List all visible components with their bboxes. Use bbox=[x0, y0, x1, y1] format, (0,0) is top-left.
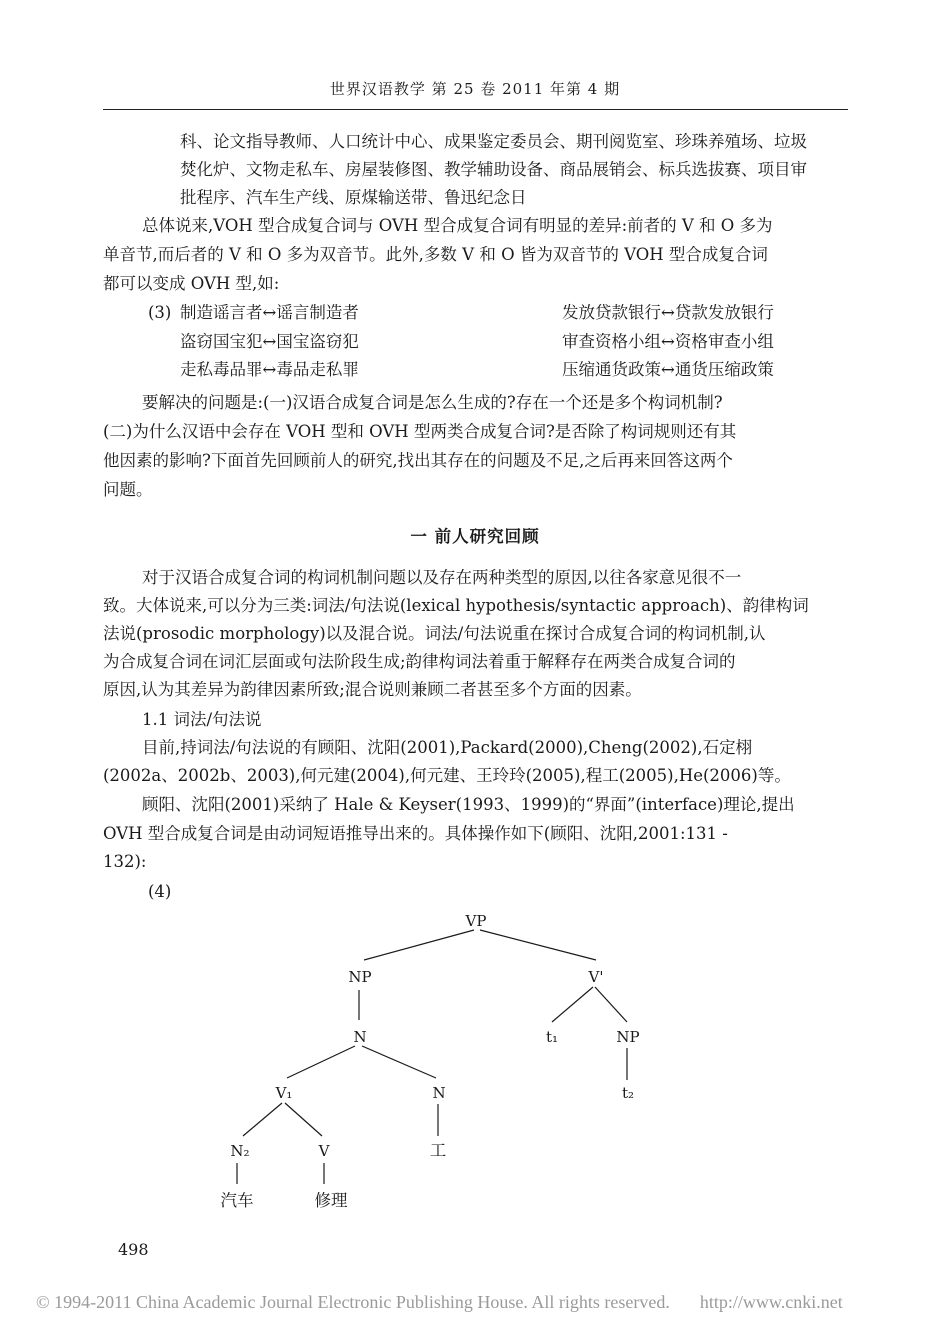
guyang-line: 顾阳、沈阳(2001)采纳了 Hale & Keyser(1993、1999)的“界面”(interface)理论,提出 bbox=[142, 795, 795, 814]
holders-line: (2002a、2002b、2003),何元建(2004),何元建、王玲玲(2005),程工(2005),He(2006)等。 bbox=[103, 766, 791, 785]
intro-line: 科、论文指导教师、人口统计中心、成果鉴定委员会、期刊阅览室、珍珠养殖场、垃圾 bbox=[180, 132, 807, 151]
tree-node-vbar: V' bbox=[588, 968, 604, 986]
tree-leaf-gong: 工 bbox=[429, 1141, 447, 1160]
tree-node-n-right: N bbox=[432, 1084, 446, 1102]
section-title: 一 前人研究回顾 bbox=[410, 527, 540, 546]
review-line: 原因,认为其差异为韵律因素所致;混合说则兼顾二者甚至多个方面的因素。 bbox=[103, 680, 642, 699]
summary-line: 单音节,而后者的 V 和 O 多为双音节。此外,多数 V 和 O 皆为双音节的 VOH 型合成复合词 bbox=[103, 245, 768, 264]
page-number: 498 bbox=[118, 1240, 149, 1259]
question-line: 要解决的问题是:(一)汉语合成复合词是怎么生成的?存在一个还是多个构词机制? bbox=[142, 393, 723, 412]
tree-node-np: NP bbox=[348, 968, 372, 986]
footer-url[interactable]: http://www.cnki.net bbox=[699, 1292, 843, 1312]
intro-line: 焚化炉、文物走私车、房屋装修图、教学辅助设备、商品展销会、标兵选拔赛、项目审 bbox=[180, 160, 807, 179]
running-header: 世界汉语教学 第 25 卷 2011 年第 4 期 bbox=[329, 80, 621, 98]
summary-line: 总体说来,VOH 型合成复合词与 OVH 型合成复合词有明显的差异:前者的 V 和 O 多为 bbox=[142, 216, 773, 235]
edge-v1-v bbox=[285, 1103, 322, 1136]
copyright-text: © 1994-2011 China Academic Journal Electronic Publishing House. All rights reserved. bbox=[36, 1292, 670, 1312]
subsection-title: 1.1 词法/句法说 bbox=[142, 710, 262, 729]
tree-leaf-qiche: 汽车 bbox=[220, 1191, 254, 1210]
tree-node-n: N bbox=[353, 1028, 367, 1046]
holders-line: 目前,持词法/句法说的有顾阳、沈阳(2001),Packard(2000),Cheng(2002),石定栩 bbox=[142, 738, 753, 757]
summary-line: 都可以变成 OVH 型,如: bbox=[103, 274, 280, 293]
tree-node-n2: N₂ bbox=[230, 1142, 250, 1160]
guyang-line: 132): bbox=[103, 852, 147, 871]
review-line: 致。大体说来,可以分为三类:词法/句法说(lexical hypothesis/syntactic approach)、韵律构词 bbox=[103, 596, 809, 615]
tree-node-t2: t₂ bbox=[621, 1084, 635, 1102]
example-3-right-item: 审查资格小组↔资格审查小组 bbox=[562, 332, 774, 351]
edge-vbar-np bbox=[595, 987, 627, 1022]
example-3-label: (3) bbox=[148, 303, 172, 322]
tree-node-v: V bbox=[318, 1142, 330, 1160]
tree-leaf-xiuli: 修理 bbox=[314, 1191, 348, 1210]
review-line: 法说(prosodic morphology)以及混合说。词法/句法说重在探讨合成复合词的构词机制,认 bbox=[103, 624, 766, 643]
intro-line: 批程序、汽车生产线、原煤输送带、鲁迅纪念日 bbox=[180, 188, 527, 207]
guyang-line: OVH 型合成复合词是由动词短语推导出来的。具体操作如下(顾阳、沈阳,2001:131 - bbox=[103, 824, 728, 843]
edge-v1-n2 bbox=[243, 1103, 282, 1136]
question-line: 他因素的影响?下面首先回顾前人的研究,找出其存在的问题及不足,之后再来回答这两个 bbox=[103, 451, 733, 470]
example-3-right-item: 发放贷款银行↔贷款发放银行 bbox=[562, 303, 774, 322]
tree-node-vp: VP bbox=[465, 912, 487, 930]
example-3-left-item: 盗窃国宝犯↔国宝盗窃犯 bbox=[180, 332, 359, 351]
edge-vp-np bbox=[364, 930, 474, 960]
question-line: (二)为什么汉语中会存在 VOH 型和 OVH 型两类合成复合词?是否除了构词规则还有其 bbox=[103, 422, 737, 441]
tree-node-t1: t₁ bbox=[545, 1028, 559, 1046]
review-line: 对于汉语合成复合词的构词机制问题以及存在两种类型的原因,以往各家意见很不一 bbox=[142, 568, 742, 587]
review-line: 为合成复合词在词汇层面或句法阶段生成;韵律构词法着重于解释存在两类合成复合词的 bbox=[103, 652, 736, 671]
tree-node-v1: V₁ bbox=[275, 1084, 293, 1102]
example-3-left-item: 走私毒品罪↔毒品走私罪 bbox=[180, 360, 359, 379]
example-3-right-item: 压缩通货政策↔通货压缩政策 bbox=[562, 360, 774, 379]
example-3-left-item: 制造谣言者↔谣言制造者 bbox=[180, 303, 359, 322]
example-4-label: (4) bbox=[148, 882, 172, 901]
edge-n-v1 bbox=[287, 1046, 355, 1078]
edge-vp-vbar bbox=[480, 930, 596, 960]
copyright-footer bbox=[36, 1292, 843, 1313]
edge-vbar-t1 bbox=[552, 987, 593, 1022]
question-line: 问题。 bbox=[103, 480, 153, 499]
edge-n-n bbox=[362, 1046, 436, 1078]
tree-node-np-right: NP bbox=[616, 1028, 640, 1046]
